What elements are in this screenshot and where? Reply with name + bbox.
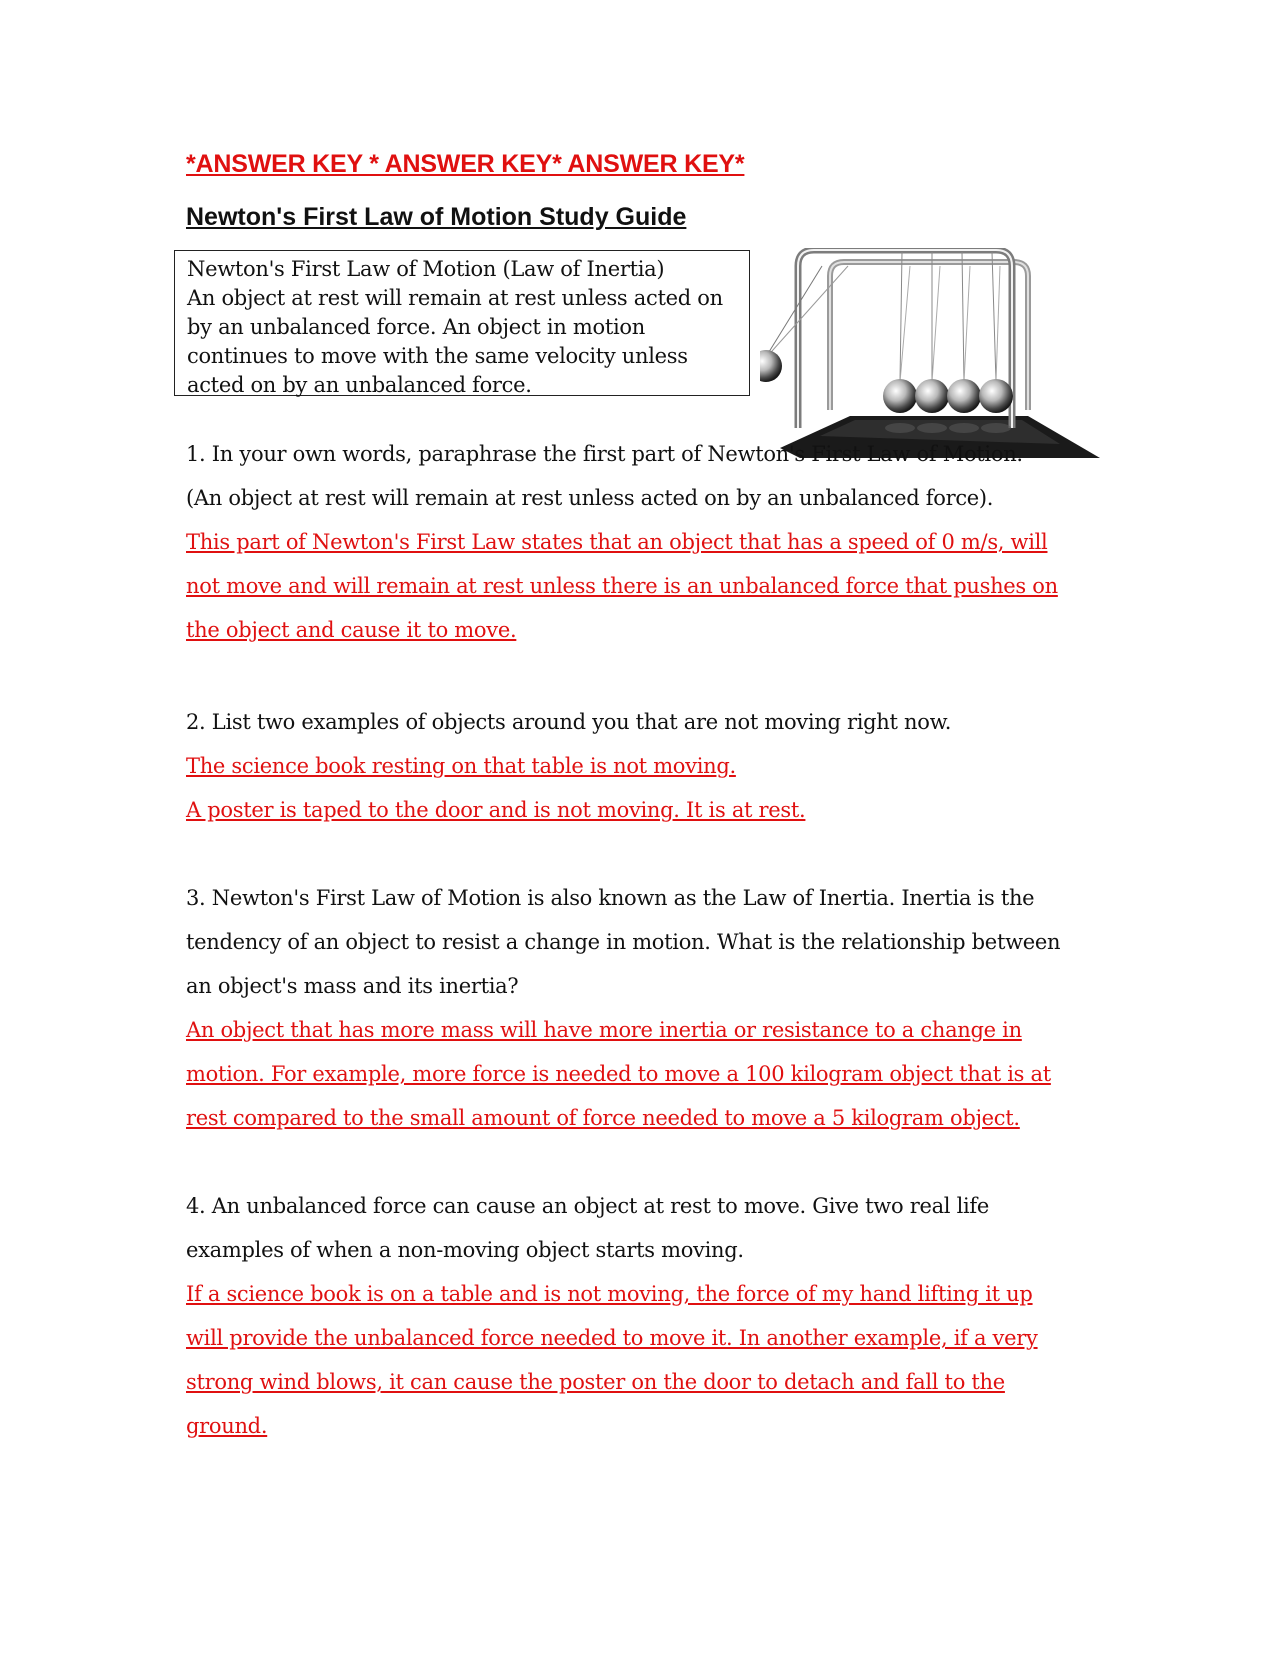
answer-text: the object and cause it to move. xyxy=(186,618,517,642)
law-box-line: Newton's First Law of Motion (Law of Inertia) xyxy=(187,257,665,281)
question-prompt: examples of when a non-moving object starts moving. xyxy=(186,1238,744,1262)
law-box-line: An object at rest will remain at rest unless acted on xyxy=(187,286,723,310)
question-prompt: an object's mass and its inertia? xyxy=(186,974,519,998)
question-prompt: 3. Newton's First Law of Motion is also known as the Law of Inertia. Inertia is the xyxy=(186,886,1035,910)
answer-text: This part of Newton's First Law states that an object that has a speed of 0 m/s, will xyxy=(186,530,1048,554)
answer-text: strong wind blows, it can cause the poster on the door to detach and fall to the xyxy=(186,1370,1005,1394)
question-prompt: 4. An unbalanced force can cause an object at rest to move. Give two real life xyxy=(186,1194,990,1218)
law-box-line: acted on by an unbalanced force. xyxy=(187,373,532,397)
answer-text: The science book resting on that table is not moving. xyxy=(186,754,736,778)
newtons-cradle-icon xyxy=(760,248,1100,458)
law-box-line: continues to move with the same velocity unless xyxy=(187,344,688,368)
question-2 xyxy=(186,700,1086,832)
answer-text: An object that has more mass will have more inertia or resistance to a change in xyxy=(186,1018,1022,1042)
answer-text: motion. For example, more force is needed to move a 100 kilogram object that is at xyxy=(186,1062,1051,1086)
question-prompt: tendency of an object to resist a change in motion. What is the relationship between xyxy=(186,930,1061,954)
question-3 xyxy=(186,876,1086,1140)
answer-key-banner: *ANSWER KEY * ANSWER KEY* ANSWER KEY* xyxy=(186,150,745,178)
page-title: Newton's First Law of Motion Study Guide xyxy=(186,203,687,231)
answer-text: A poster is taped to the door and is not moving. It is at rest. xyxy=(186,798,806,822)
answer-text: ground. xyxy=(186,1414,268,1438)
law-definition-box xyxy=(174,250,750,396)
answer-text: will provide the unbalanced force needed to move it. In another example, if a very xyxy=(186,1326,1038,1350)
question-1 xyxy=(186,432,1086,652)
question-4 xyxy=(186,1184,1086,1448)
question-prompt: 1. In your own words, paraphrase the first part of Newton's First Law of Motion. xyxy=(186,442,1023,466)
question-prompt: 2. List two examples of objects around you that are not moving right now. xyxy=(186,710,952,734)
law-box-line: by an unbalanced force. An object in motion xyxy=(187,315,645,339)
question-prompt: (An object at rest will remain at rest unless acted on by an unbalanced force). xyxy=(186,486,994,510)
answer-text: If a science book is on a table and is not moving, the force of my hand lifting it up xyxy=(186,1282,1033,1306)
answer-text: not move and will remain at rest unless there is an unbalanced force that pushes on xyxy=(186,574,1058,598)
answer-text: rest compared to the small amount of force needed to move a 5 kilogram object. xyxy=(186,1106,1020,1130)
